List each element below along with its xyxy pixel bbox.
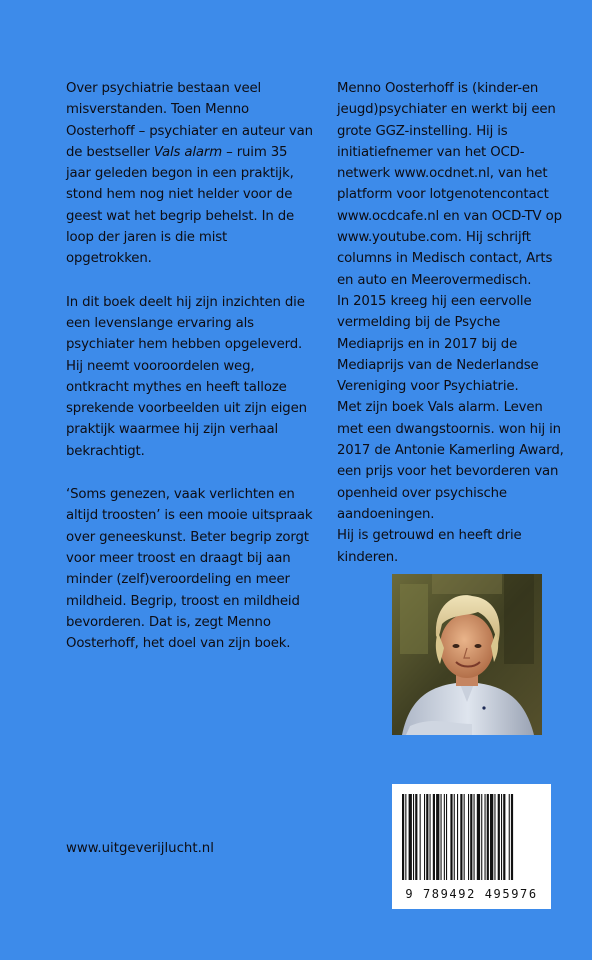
- barcode-bar: [511, 794, 513, 880]
- barcode-bar: [494, 794, 495, 880]
- bio-paragraph: Hij is getrouwd en heeft drie kinderen.: [337, 528, 522, 565]
- barcode-bar: [420, 794, 421, 880]
- content-paragraph: In dit boek deelt hij zijn inzichten die een levenslange ervaring als psychiater hem hebben opgeleverd. Hij neemt vooroordelen weg, ontkracht mythes en heeft talloze sprekende voorbeelden uit zijn eigen praktijk waarmee hij zijn verhaal bekrachtigt.: [66, 294, 307, 459]
- author-bio: [337, 78, 569, 568]
- quote-paragraph: ‘Soms genezen, vaak verlichten en altijd troosten’ is een mooie uitspraak over geneeskunst. Beter begrip zorgt voor meer troost en draagt bij aan minder (zelf)veroordeling en meer mildheid. Begrip, troost en mildheid bevorderen. Dat is, zegt Menno Oosterhoff, het doel van zijn boek.: [66, 487, 313, 652]
- barcode-bar: [436, 794, 439, 880]
- barcode-bar: [470, 794, 472, 880]
- barcode-bar: [430, 794, 431, 880]
- barcode-bar: [457, 794, 458, 880]
- barcode-bar: [509, 794, 510, 880]
- barcode-bar: [501, 794, 502, 880]
- barcode-bar: [415, 794, 417, 880]
- barcode: [392, 784, 551, 909]
- isbn-number: 9 789492 495976: [405, 887, 538, 901]
- author-photo: [392, 574, 542, 735]
- barcode-bar: [503, 794, 505, 880]
- author-portrait-image: [392, 574, 542, 735]
- bio-paragraph: Menno Oosterhoff is (kinder-en jeugd)psychiater en werkt bij een grote GGZ-instelling. Hij is initiatiefnemer van het OCD-netwerk www.ocdnet.nl, van het platform voor lotgenotencontact www.ocdcafe.nl en van OCD-TV op www.youtube.com. Hij schrijft columns in Medisch contact, Arts en auto en Meerovermedisch.: [337, 81, 562, 288]
- barcode-bar: [446, 794, 447, 880]
- barcode-bar: [405, 794, 406, 880]
- barcode-bar: [481, 794, 482, 880]
- barcode-bar: [444, 794, 445, 880]
- barcode-bar: [498, 794, 500, 880]
- bio-paragraph: In 2015 kreeg hij een eervolle vermelding bij de Psyche Mediaprijs en in 2017 bij de Mediaprijs van de Nederlandse Vereniging voor Psychiatrie.: [337, 293, 539, 395]
- barcode-bar: [485, 794, 486, 880]
- intro-text-segment: Over psychiatrie bestaan veel misverstanden. Toen Menno Oosterhoff – psychiater en auteur van de bestseller: [66, 81, 313, 160]
- intro-text-segment: – ruim 35 jaar geleden begon in een praktijk, stond hem nog niet helder voor de geest wat het begrip behelst. In de loop der jaren is die mist opgetrokken.: [66, 144, 295, 267]
- barcode-bar: [450, 794, 452, 880]
- barcode-bar: [454, 794, 455, 880]
- barcode-bar: [433, 794, 435, 880]
- left-column: [66, 78, 316, 676]
- barcode-bar: [490, 794, 493, 880]
- barcode-bar: [409, 794, 412, 880]
- barcode-bar: [413, 794, 414, 880]
- barcode-bar: [424, 794, 425, 880]
- barcode-bar: [402, 794, 404, 880]
- intro-paragraph: [66, 78, 316, 270]
- publisher-url: www.uitgeverijlucht.nl: [66, 841, 214, 856]
- barcode-bar: [460, 794, 462, 880]
- barcode-bar: [474, 794, 475, 880]
- book-title-italic: Vals alarm: [153, 144, 223, 160]
- barcode-bar: [441, 794, 442, 880]
- barcode-bar: [426, 794, 428, 880]
- bio-paragraph: Met zijn boek Vals alarm. Leven met een dwangstoornis. won hij in 2017 de Antonie Kamerling Award, een prijs voor het bevorderen van openheid over psychische aandoeningen.: [337, 400, 564, 522]
- barcode-bar: [477, 794, 480, 880]
- barcode-bars: [392, 784, 551, 884]
- barcode-bar: [487, 794, 489, 880]
- barcode-bar: [464, 794, 465, 880]
- barcode-bar: [468, 794, 469, 880]
